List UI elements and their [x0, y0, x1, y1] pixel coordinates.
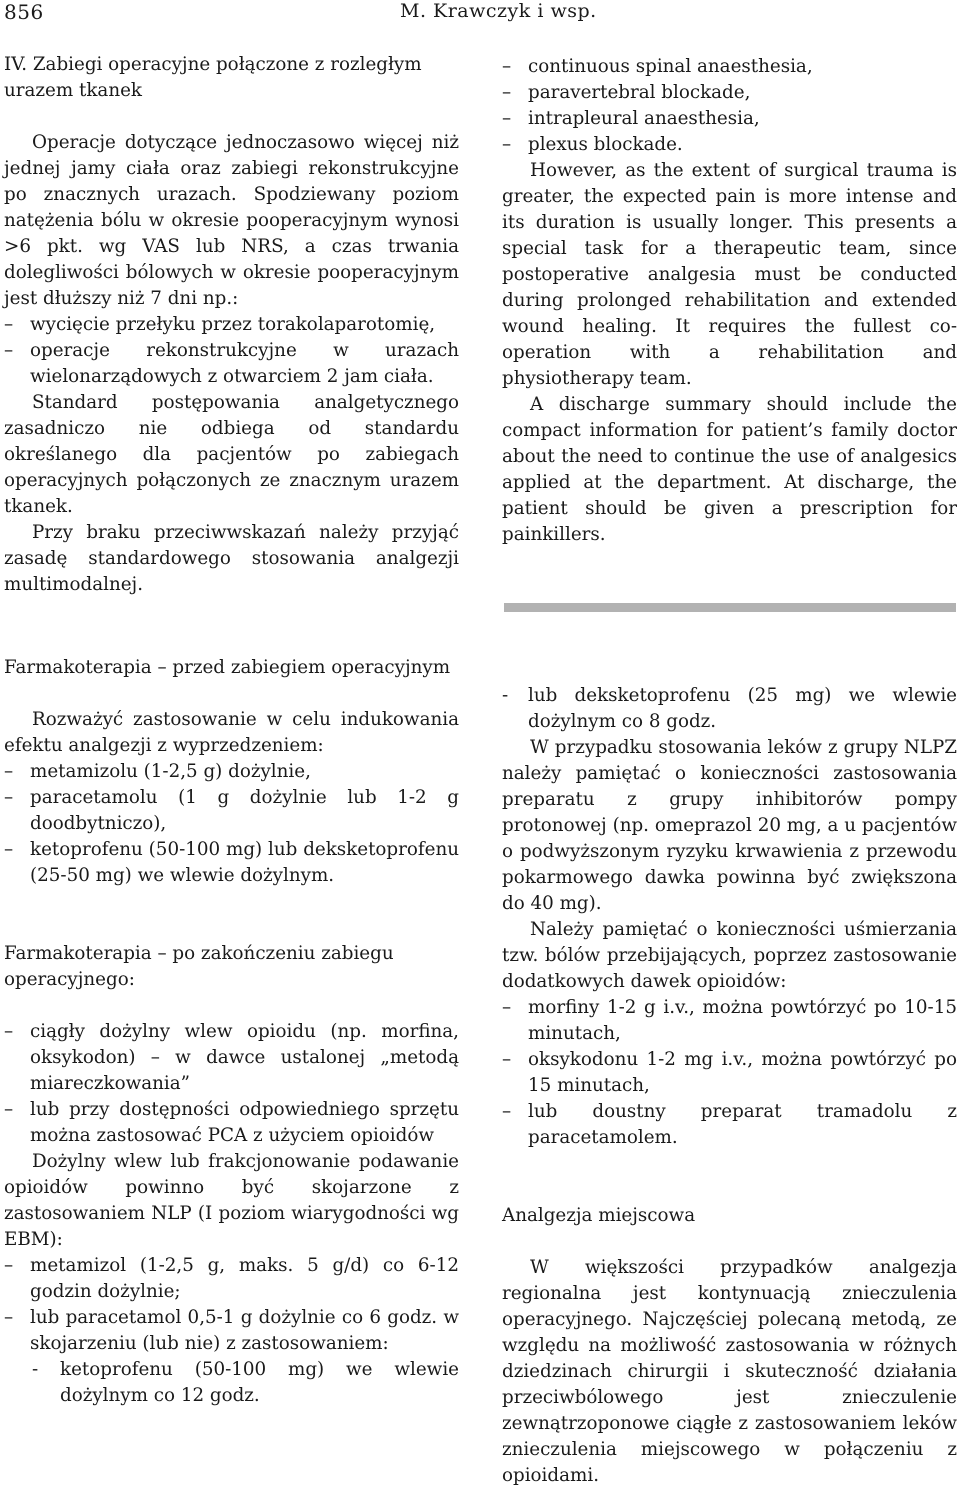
dash-bullet: –	[4, 761, 14, 782]
dash-bullet: –	[4, 839, 14, 860]
dash-bullet: –	[502, 1049, 512, 1070]
opioid-list	[502, 995, 957, 1151]
page-number: 856	[4, 0, 44, 24]
list-item: – intrapleural anaesthesia,	[502, 106, 957, 132]
list-subitem: - ketoprofenu (50-100 mg) we wlewie dożylnym co 12 godz.	[32, 1359, 459, 1406]
list-item: – lub doustny preparat tramadolu z paracetamolem.	[502, 1101, 957, 1148]
regional-analgesia-title: Analgezja miejscowa	[502, 1205, 696, 1226]
section-iv	[4, 52, 459, 598]
list-item: – plexus blockade.	[502, 132, 957, 158]
list-item: – lub przy dostępności odpowiedniego sprzętu można zastosować PCA z użyciem opioidów	[4, 1099, 459, 1146]
post-op-title: Farmakoterapia – po zakończeniu zabiegu operacyjnego:	[4, 943, 394, 990]
running-head: M. Krawczyk i wsp.	[400, 0, 597, 22]
dash-bullet: –	[4, 1307, 14, 1328]
breakthrough-pain-paragraph: Należy pamiętać o konieczności uśmierzania tzw. bólów przebijających, poprzez zastosowanie dodatkowych dawek opioidów:	[502, 919, 957, 992]
post-op-list	[4, 1019, 459, 1149]
nsaid-paragraph: W przypadku stosowania leków z grupy NLPZ należy pamiętać o konieczności zastosowania preparatu z grupy inhibitorów pompy protonowej (np. omeprazol 20 mg, a u pacjentów o podwyższonym ryzyku krwawienia z przewodu pokarmowego dawka powinna być zwiększona do 40 mg).	[502, 737, 957, 914]
post-op-list-2	[4, 1253, 459, 1409]
list-subitem: - lub deksketoprofenu (25 mg) we wlewie dożylnym co 8 godz.	[502, 685, 957, 732]
english-list	[502, 54, 957, 158]
dash-bullet: –	[4, 314, 14, 335]
dash-bullet: –	[4, 1255, 14, 1276]
dash-bullet: –	[4, 787, 14, 808]
pre-op-intro: Rozważyć zastosowanie w celu indukowania efektu analgezji z wyprzedzeniem:	[4, 709, 459, 756]
dash-bullet: –	[502, 108, 512, 129]
dash-bullet: –	[502, 997, 512, 1018]
english-paragraph-1: However, as the extent of surgical trauma is greater, the expected pain is more intense and its duration is usually longer. This presents a special task for a therapeutic team, since postoperative analgesia must be conducted during prolonged rehabilitation and extended wound healing. It requires the fullest co-operation with a rehabilitation and physiotherapy team.	[502, 160, 957, 389]
section-iv-title: IV. Zabiegi operacyjne połączone z rozległym urazem tkanek	[4, 54, 422, 101]
dash-bullet: –	[4, 340, 14, 361]
post-op-paragraph: Dożylny wlew lub frakcjonowanie podawanie opioidów powinno być skojarzone z zastosowaniem NLP (I poziom wiarygodności wg EBM):	[4, 1151, 459, 1250]
list-item: – ketoprofenu (50-100 mg) lub deksketoprofenu (25-50 mg) we wlewie dożylnym.	[4, 839, 459, 886]
list-item: – morfiny 1-2 g i.v., można powtórzyć po 10-15 minutach,	[502, 997, 957, 1044]
dash-bullet: -	[32, 1359, 39, 1380]
dash-bullet: –	[4, 1021, 14, 1042]
section-iv-standard: Standard postępowania analgetycznego zasadniczo nie odbiega od standardu określanego dla pacjentów po zabiegach operacyjnych połączonych ze znacznym urazem tkanek.	[4, 392, 459, 517]
list-item: – operacje rekonstrukcyjne w urazach wielonarządowych z otwarciem 2 jam ciała.	[4, 340, 459, 387]
english-summary	[502, 54, 957, 548]
pre-op-list	[4, 759, 459, 889]
list-item: – metamizolu (1-2,5 g) dożylnie,	[4, 759, 459, 785]
section-iv-intro: Operacje dotyczące jednoczasowo więcej niż jednej jamy ciała oraz zabiegi rekonstrukcyjne po znacznych urazach. Spodziewany poziom natężenia bólu w okresie pooperacyjnym wynosi >6 pkt. wg VAS lub NRS, a czas trwania dolegliwości bólowych w okresie pooperacyjnym jest dłuższy niż 7 dni np.:	[4, 132, 459, 309]
list-item: – metamizol (1-2,5 g, maks. 5 g/d) co 6-12 godzin dożylnie;	[4, 1255, 459, 1302]
pre-op-title: Farmakoterapia – przed zabiegiem operacyjnym	[4, 657, 451, 678]
section-divider	[504, 603, 956, 612]
dash-bullet: –	[502, 1101, 512, 1122]
pharmacotherapy-right	[502, 683, 957, 1489]
list-item: – lub paracetamol 0,5-1 g dożylnie co 6 godz. w skojarzeniu (lub nie) z zastosowaniem:	[4, 1307, 459, 1354]
list-item: – oksykodonu 1-2 mg i.v., można powtórzyć po 15 minutach,	[502, 1049, 957, 1096]
list-item: – wycięcie przełyku przez torakolaparotomię,	[4, 312, 459, 338]
list-item: – continuous spinal anaesthesia,	[502, 54, 957, 80]
english-paragraph-2: A discharge summary should include the compact information for patient’s family doctor about the need to continue the use of analgesics applied at the department. At discharge, the patient should be given a prescription for painkillers.	[502, 394, 957, 545]
regional-analgesia-paragraph: W większości przypadków analgezja regionalna jest kontynuacją znieczulenia operacyjnego. Najczęściej polecaną metodą, ze względu na możliwość zastosowania w różnych dziedzinach chirurgii i skuteczność działania przeciwbólowego jest znieczulenie zewnątrzoponowe ciągłe z zastosowaniem leków znieczulenia miejscowego w połączeniu z opioidami.	[502, 1257, 957, 1486]
dash-bullet: -	[502, 685, 509, 706]
list-item: – paracetamolu (1 g dożylnie lub 1-2 g doodbytniczo),	[4, 787, 459, 834]
dash-bullet: –	[4, 1099, 14, 1120]
list-item: – ciągły dożylny wlew opioidu (np. morfina, oksykodon) – w dawce ustalonej „metodą miareczkowania”	[4, 1021, 459, 1094]
section-iv-list	[4, 312, 459, 390]
list-item: – paravertebral blockade,	[502, 80, 957, 106]
pharmacotherapy-left	[4, 655, 459, 1409]
dash-bullet: –	[502, 82, 512, 103]
post-op-sublist	[502, 683, 957, 735]
dash-bullet: –	[502, 134, 512, 155]
section-iv-standard-2: Przy braku przeciwwskazań należy przyjąć zasadę standardowego stosowania analgezji multimodalnej.	[4, 522, 459, 595]
page-header	[0, 0, 960, 30]
dash-bullet: –	[502, 56, 512, 77]
